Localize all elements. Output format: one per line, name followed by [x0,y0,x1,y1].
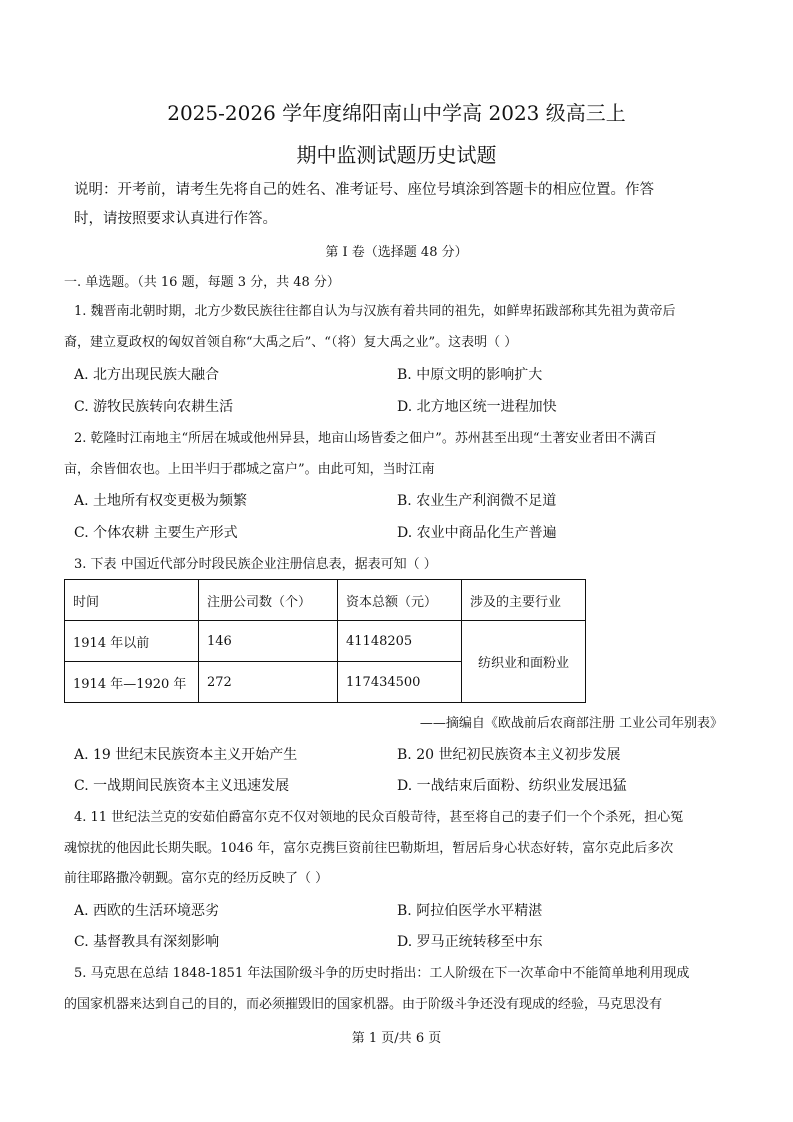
question-text-line: 前往耶路撒冷朝觐。富尔克的经历反映了（ ） [64,871,329,886]
question-text-line: 3. 下表 中国近代部分时段民族企业注册信息表，据表可知（ ） [74,557,437,572]
option-c: C. 游牧民族转向农耕生活 [74,399,234,415]
option-a: A. 19 世纪末民族资本主义开始产生 [74,747,298,763]
option-b: B. 中原文明的影响扩大 [397,367,543,383]
option-a: A. 北方出现民族大融合 [74,367,220,383]
option-c: C. 一战期间民族资本主义迅速发展 [74,778,290,794]
table-row [65,621,586,662]
question-text-line: 4. 11 世纪法兰克的安茹伯爵富尔克不仅对领地的民众百般苛待，甚至将自己的妻子们一个个杀死，担心冤 [74,810,684,825]
page-footer: 第 1 页/共 6 页 [351,1031,442,1046]
table-header-cell: 注册公司数（个） [199,580,338,621]
table-header-row [65,580,586,621]
table-cell: 272 [199,662,338,703]
question-text-line: 亩，余皆佃农也。上田半归于郡城之富户”。由此可知，当时江南 [64,462,435,477]
enterprise-registration-table [64,579,586,703]
table-header-cell: 资本总额（元） [338,580,462,621]
option-a: A. 土地所有权变更极为频繁 [74,493,248,509]
option-c: C. 个体农耕 主要生产形式 [74,525,238,541]
question-text-line: 5. 马克思在总结 1848-1851 年法国阶级斗争的历史时指出：工人阶级在下一次革命中不能简单地利用现成 [74,966,690,981]
option-d: D. 罗马正统转移至中东 [397,934,543,950]
instructions-line-1: 说明：开考前，请考生先将自己的姓名、准考证号、座位号填涂到答题卡的相应位置。作答 [74,182,654,198]
option-c: C. 基督教具有深刻影响 [74,934,220,950]
question-text-line: 裔，建立夏政权的匈奴首领自称“大禹之后”、“（将）复大禹之业”。这表明（ ） [64,335,518,350]
table-cell-industry: 纺织业和面粉业 [462,621,586,703]
question-text-line: 2. 乾隆时江南地主“所居在城或他州异县，地亩山场皆委之佃户”。苏州甚至出现“土著安业者田不满百 [74,431,657,446]
option-d: D. 农业中商品化生产普遍 [397,525,557,541]
exam-title-line-1: 2025-2026 学年度绵阳南山中学高 2023 级高三上 [167,101,626,125]
section-title: 第 I 卷（选择题 48 分） [325,245,468,260]
question-text-line: 的国家机器来达到自己的目的，而必须摧毁旧的国家机器。由于阶级斗争还没有现成的经验，马克思没有 [64,997,663,1012]
instructions-line-2: 时，请按照要求认真进行作答。 [74,211,277,227]
question-text-line: 魂惊扰的他因此长期失眠。1046 年，富尔克携巨资前往巴勒斯坦，暂居后身心状态好转，富尔克此后多次 [64,841,674,856]
option-b: B. 农业生产利润微不足道 [397,493,557,509]
table-source: ——摘编自《欧战前后农商部注册 工业公司年别表》 [419,716,723,731]
option-b: B. 阿拉伯医学水平精湛 [397,903,543,919]
option-d: D. 北方地区统一进程加快 [397,399,557,415]
table-header-cell: 时间 [65,580,199,621]
option-a: A. 西欧的生活环境恶劣 [74,903,220,919]
option-d: D. 一战结束后面粉、纺织业发展迅猛 [397,778,627,794]
part-heading: 一. 单选题。（共 16 题，每题 3 分，共 48 分） [64,275,340,290]
table-cell: 1914 年—1920 年 [65,662,199,703]
option-b: B. 20 世纪初民族资本主义初步发展 [397,747,621,763]
table-header-cell: 涉及的主要行业 [462,580,586,621]
exam-title-line-2: 期中监测试题历史试题 [296,143,497,167]
table-cell: 41148205 [338,621,462,662]
table-cell: 117434500 [338,662,462,703]
table-cell: 146 [199,621,338,662]
question-text-line: 1. 魏晋南北朝时期，北方少数民族往往都自认为与汉族有着共同的祖先，如鲜卑拓跋部称其先祖为黄帝后 [74,304,676,319]
table-cell: 1914 年以前 [65,621,199,662]
